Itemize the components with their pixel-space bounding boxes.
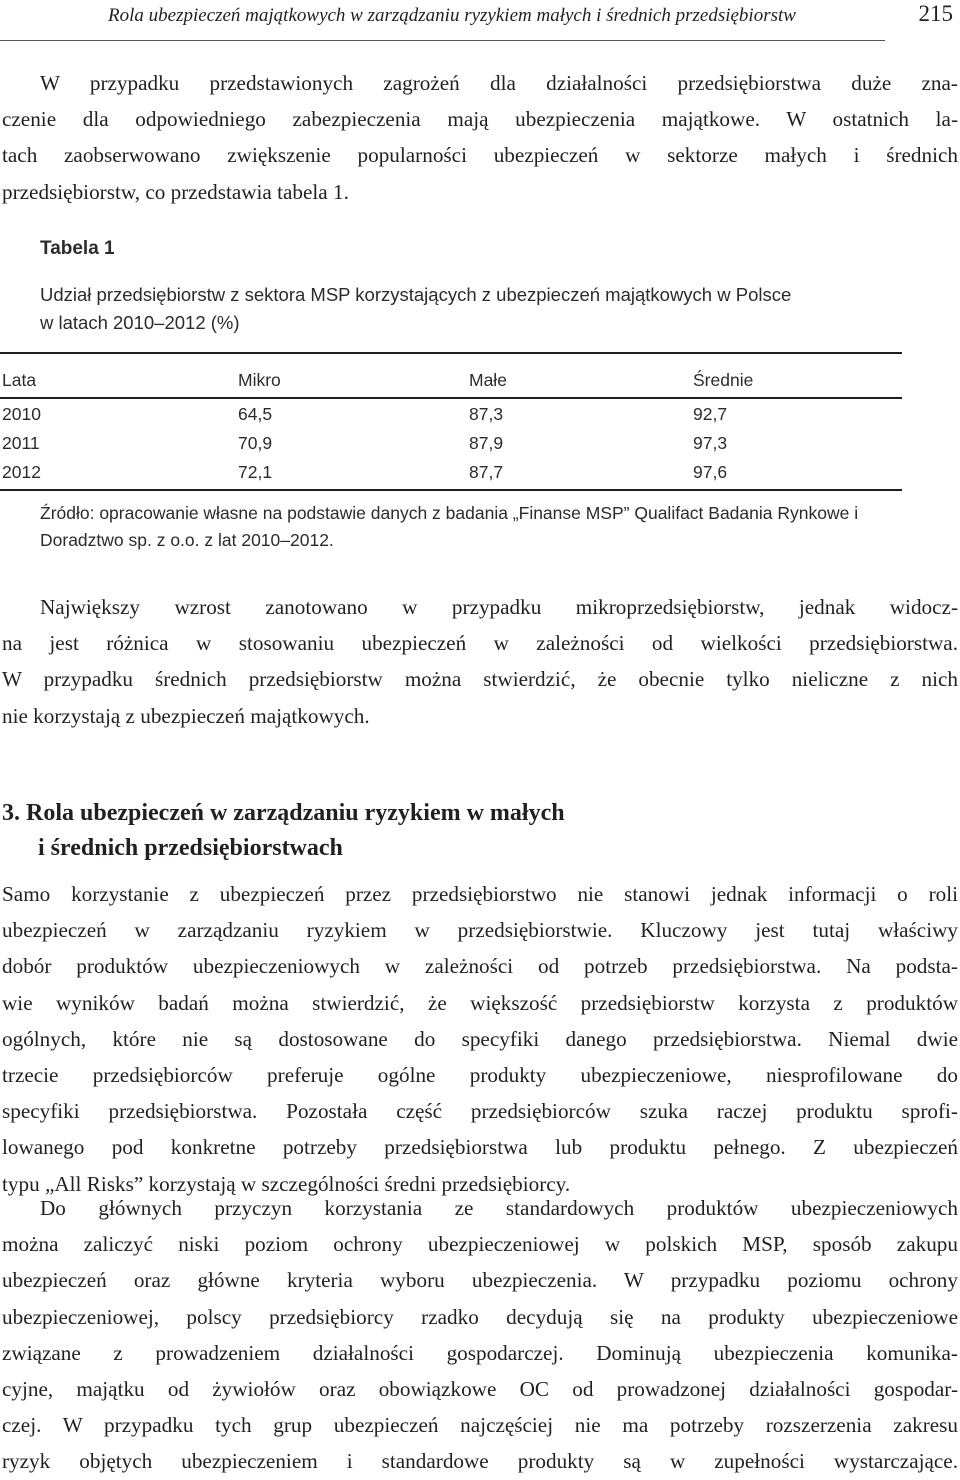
table-cell: 2011 bbox=[2, 433, 40, 453]
table-row bbox=[0, 462, 902, 488]
text-line: nie korzystają z ubezpieczeń majątkowych. bbox=[2, 703, 370, 728]
body-paragraph bbox=[2, 876, 958, 1202]
table-cell: 97,3 bbox=[693, 433, 728, 453]
header-divider bbox=[0, 40, 885, 41]
text-line: można zaliczyć niski poziom ochrony ubezpieczeniowej w polskich MSP, sposób zakupu bbox=[2, 1232, 958, 1257]
table-cell: 64,5 bbox=[238, 404, 273, 424]
text-line: W przypadku średnich przedsiębiorstw można stwierdzić, że obecnie tylko nieliczne z nich bbox=[2, 667, 958, 692]
text-line: ryzyk objętych ubezpieczeniem i standardowe produkty są w zupełności wystarczające. bbox=[2, 1449, 958, 1474]
table-cell: 97,6 bbox=[693, 462, 728, 482]
table-row bbox=[0, 433, 902, 459]
text-line: ogólnych, które nie są dostosowane do specyfiki danego przedsiębiorstwa. Niemal dwie bbox=[2, 1026, 958, 1051]
text-line: Do głównych przyczyn korzystania ze standardowych produktów ubezpieczeniowych bbox=[40, 1196, 958, 1220]
table-bottom-rule bbox=[0, 489, 902, 491]
text-line: cyjne, majątku od żywiołów oraz obowiązkowe OC od prowadzonej działalności gospodar- bbox=[2, 1377, 958, 1402]
table-cell: 2010 bbox=[2, 404, 41, 424]
header-cell: Lata bbox=[2, 370, 37, 390]
source-line: Doradztwo sp. z o.o. z lat 2010–2012. bbox=[40, 530, 334, 550]
table-cell: 87,3 bbox=[469, 404, 504, 424]
table-label: Tabela 1 bbox=[40, 238, 115, 259]
text-line: związane z prowadzeniem działalności gospodarczej. Dominują ubezpieczenia komunika- bbox=[2, 1340, 958, 1365]
text-line: lowanego pod konkretne potrzeby przedsiębiorstwa lub produktu pełnego. Z ubezpieczeń bbox=[2, 1135, 958, 1160]
source-line: Źródło: opracowanie własne na podstawie danych z badania „Finanse MSP” Qualifact Badania Rynkowe i bbox=[40, 503, 859, 523]
text-line: wie wyników badań można stwierdzić, że większość przedsiębiorstw korzysta z produktów bbox=[2, 990, 958, 1015]
table-cell: 87,7 bbox=[469, 462, 504, 482]
table-source-note bbox=[40, 500, 930, 554]
heading-line: i średnich przedsiębiorstwach bbox=[38, 835, 343, 861]
table-cell: 87,9 bbox=[469, 433, 504, 453]
body-paragraph bbox=[2, 1190, 958, 1480]
table-header-rule bbox=[0, 397, 902, 399]
text-line: typu „All Risks” korzystają w szczególności średni przedsiębiorcy. bbox=[2, 1171, 571, 1196]
header-cell: Mikro bbox=[238, 370, 281, 390]
text-line: czenie dla odpowiedniego zabezpieczenia mają ubezpieczenia majątkowe. W ostatnich la- bbox=[2, 107, 958, 132]
table-row bbox=[0, 404, 902, 430]
table-caption bbox=[40, 281, 920, 337]
text-line: W przypadku przedstawionych zagrożeń dla działalności przedsiębiorstwa duże zna- bbox=[40, 71, 958, 95]
table-top-rule bbox=[0, 352, 902, 354]
body-paragraph bbox=[2, 589, 958, 734]
running-header: Rola ubezpieczeń majątkowych w zarządzaniu ryzykiem małych i średnich przedsiębiorstw bbox=[108, 5, 796, 26]
text-line: specyfiki przedsiębiorstwa. Pozostała część przedsiębiorców szuka raczej produktu sprofi- bbox=[2, 1099, 958, 1124]
text-line: Samo korzystanie z ubezpieczeń przez przedsiębiorstwo nie stanowi jednak informacji o roli bbox=[2, 882, 958, 906]
table-cell: 70,9 bbox=[238, 433, 273, 453]
table-cell: 72,1 bbox=[238, 462, 273, 482]
caption-line: w latach 2010–2012 (%) bbox=[40, 312, 240, 333]
heading-line: 3. Rola ubezpieczeń w zarządzaniu ryzykiem w małych bbox=[2, 800, 565, 826]
text-line: tach zaobserwowano zwiększenie popularności ubezpieczeń w sektorze małych i średnich bbox=[2, 143, 958, 168]
text-line: trzecie przedsiębiorców preferuje ogólne produkty ubezpieczeniowe, niesprofilowane do bbox=[2, 1063, 958, 1088]
text-line: dobór produktów ubezpieczeniowych w zależności od potrzeb przedsiębiorstwa. Na podsta- bbox=[2, 954, 958, 979]
text-line: czej. W przypadku tych grup ubezpieczeń najczęściej nie ma potrzeby rozszerzenia zakresu bbox=[2, 1413, 958, 1438]
table-cell: 92,7 bbox=[693, 404, 728, 424]
text-line: ubezpieczeń oraz główne kryteria wyboru ubezpieczenia. W przypadku poziomu ochrony bbox=[2, 1268, 958, 1293]
text-line: przedsiębiorstw, co przedstawia tabela 1. bbox=[2, 179, 349, 204]
text-line: Największy wzrost zanotowano w przypadku mikroprzedsiębiorstw, jednak widocz- bbox=[40, 595, 958, 619]
header-cell: Średnie bbox=[693, 370, 754, 390]
text-line: na jest różnica w stosowaniu ubezpieczeń w zależności od wielkości przedsiębiorstwa. bbox=[2, 631, 958, 656]
table-cell: 2012 bbox=[2, 462, 41, 482]
text-line: ubezpieczeniowej, polscy przedsiębiorcy rzadko decydują się na produkty ubezpieczeniowe bbox=[2, 1304, 958, 1329]
table-header-row bbox=[0, 370, 902, 396]
section-heading bbox=[2, 796, 565, 866]
caption-line: Udział przedsiębiorstw z sektora MSP korzystających z ubezpieczeń majątkowych w Polsce bbox=[40, 284, 792, 305]
text-line: ubezpieczeń w zarządzaniu ryzykiem w przedsiębiorstwie. Kluczowy jest tutaj właściwy bbox=[2, 918, 958, 943]
intro-paragraph bbox=[2, 65, 958, 210]
header-cell: Małe bbox=[469, 370, 507, 390]
page-number: 215 bbox=[918, 1, 953, 26]
